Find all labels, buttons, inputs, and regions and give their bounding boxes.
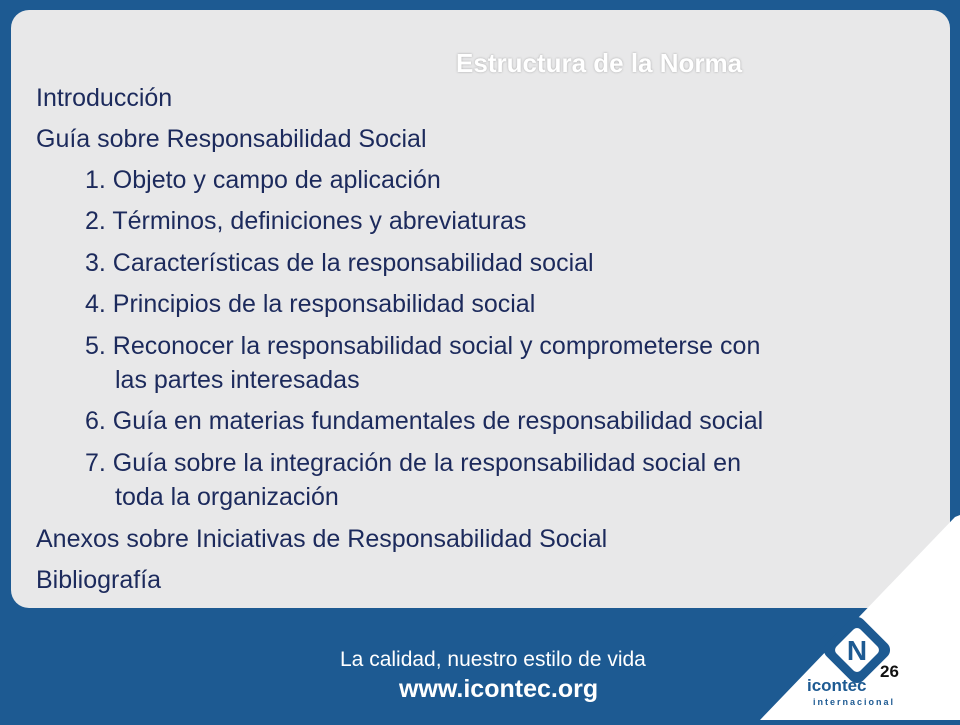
footer-tagline: La calidad, nuestro estilo de vida: [340, 648, 646, 671]
outline-item-4: 4. Principios de la responsabilidad social: [85, 290, 536, 318]
logo-subtitle: internacional: [813, 697, 896, 707]
outline-item-5-continuation: las partes interesadas: [115, 366, 360, 394]
outline-item-introduccion: Introducción: [36, 84, 173, 112]
slide-title: Estructura de la Norma: [456, 48, 743, 78]
footer-url: www.icontec.org: [399, 675, 599, 703]
outline-item-7-continuation: toda la organización: [115, 483, 339, 511]
page-number: 26: [880, 662, 899, 681]
outline-item-2: 2. Términos, definiciones y abreviaturas: [85, 207, 527, 235]
outline-item-anexos: Anexos sobre Iniciativas de Responsabilidad Social: [36, 525, 608, 553]
outline-item-guia: Guía sobre Responsabilidad Social: [36, 125, 427, 153]
outline-item-5: 5. Reconocer la responsabilidad social y comprometerse con: [85, 332, 761, 360]
outline-item-3: 3. Características de la responsabilidad social: [85, 249, 594, 277]
outline-item-bibliografia: Bibliografía: [36, 566, 162, 594]
outline-item-7: 7. Guía sobre la integración de la responsabilidad social en: [85, 449, 741, 477]
outline-item-1: 1. Objeto y campo de aplicación: [85, 166, 441, 194]
logo-wordmark: icontec: [807, 676, 867, 695]
outline-item-6: 6. Guía en materias fundamentales de responsabilidad social: [85, 407, 764, 435]
svg-text:N: N: [846, 635, 868, 666]
